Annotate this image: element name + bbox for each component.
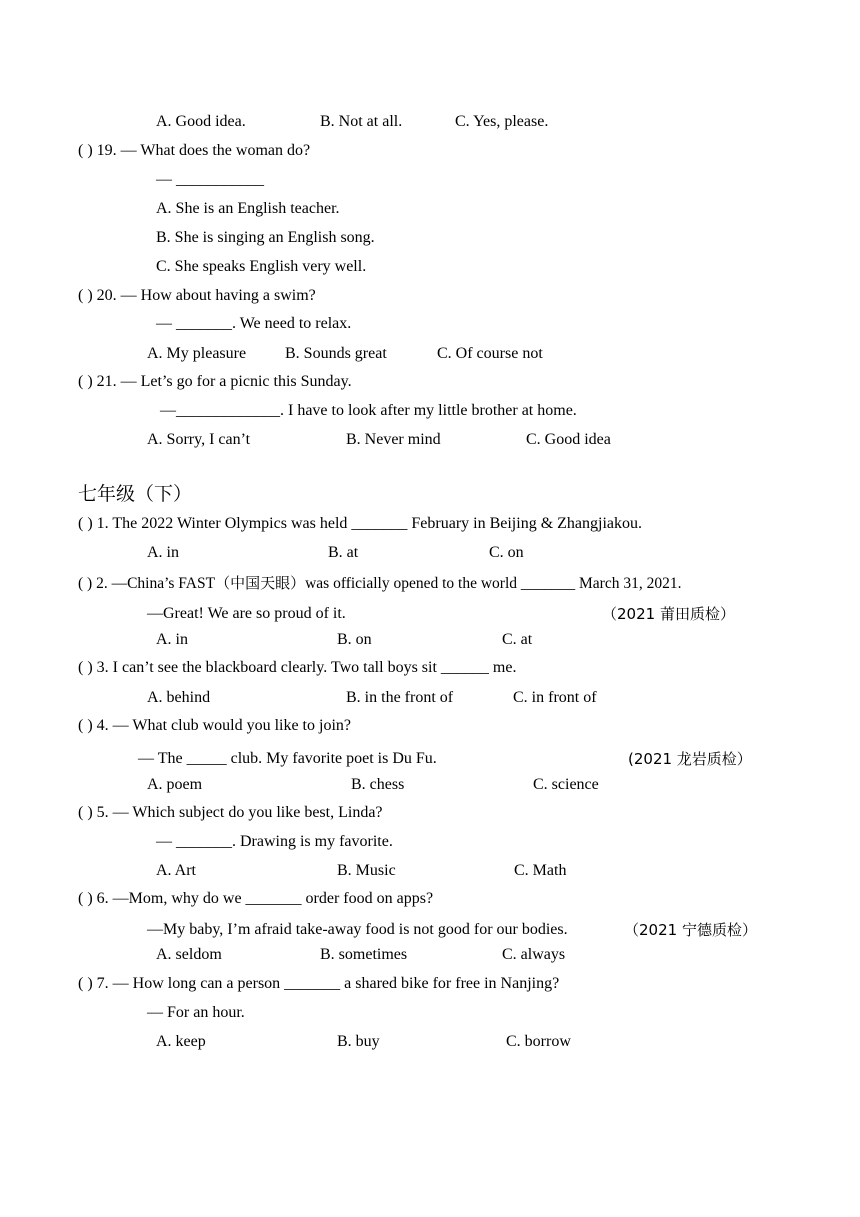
q20-answer: — _______. We need to relax. (156, 315, 352, 332)
q20-option-a: A. My pleasure (147, 345, 247, 362)
g7-q2-option-a: A. in (156, 631, 188, 648)
g7-q5-option-b: B. Music (337, 862, 396, 879)
q21-option-a: A. Sorry, I can’t (147, 431, 251, 448)
g7-q5-option-c: C. Math (514, 862, 567, 879)
g7-q6-option-c: C. always (502, 946, 566, 963)
q20-stem: ( ) 20. — How about having a swim? (78, 287, 316, 304)
q21-option-b: B. Never mind (346, 431, 441, 448)
g7-q4-option-c: C. science (533, 776, 599, 793)
g7-q2-option-c: C. at (502, 631, 533, 648)
q19-stem: ( ) 19. — What does the woman do? (78, 142, 311, 159)
g7-q2-stem-part-b: was officially opened to the world _______ March 31, 2021. (305, 575, 682, 592)
g7-q1-option-c: C. on (489, 544, 524, 561)
g7-q6-answer: —My baby, I’m afraid take-away food is not good for our bodies. (147, 921, 568, 938)
q20-option-c: C. Of course not (437, 345, 543, 362)
g7-q7-option-b: B. buy (337, 1033, 380, 1050)
g7-q6-source (624, 920, 757, 941)
g7-q2-option-b: B. on (337, 631, 372, 648)
g7-q4-stem: ( ) 4. — What club would you like to join? (78, 717, 351, 734)
g7-q2-stem-part-a: ( ) 2. —China’s FAST (78, 575, 216, 592)
q18-option-c: C. Yes, please. (455, 113, 549, 130)
g7-q2-stem-chinese: （中国天眼） (215, 574, 306, 592)
g7-q3-option-a: A. behind (147, 689, 211, 706)
q20-option-b: B. Sounds great (285, 345, 387, 362)
g7-q5-option-a: A. Art (156, 862, 196, 879)
g7-q4-source-text: (2021 龙岩质检） (628, 750, 752, 768)
g7-q6-source-text: （2021 宁德质检） (624, 921, 757, 939)
q18-option-b: B. Not at all. (320, 113, 403, 130)
g7-q6-option-a: A. seldom (156, 946, 222, 963)
q19-option-a: A. She is an English teacher. (156, 200, 340, 217)
q21-option-c: C. Good idea (526, 431, 611, 448)
g7-q1-option-a: A. in (147, 544, 179, 561)
section-title: 七年级（下） (78, 483, 193, 505)
g7-q6-stem: ( ) 6. —Mom, why do we _______ order food on apps? (78, 890, 434, 907)
q19-option-b: B. She is singing an English song. (156, 229, 375, 246)
g7-q5-answer: — _______. Drawing is my favorite. (156, 833, 393, 850)
q18-option-a: A. Good idea. (156, 113, 246, 130)
g7-q7-option-c: C. borrow (506, 1033, 571, 1050)
g7-q4-source (628, 749, 752, 770)
g7-q1-stem: ( ) 1. The 2022 Winter Olympics was held _______ February in Beijing & Zhangjiakou. (78, 515, 643, 532)
g7-q4-option-a: A. poem (147, 776, 203, 793)
g7-q4-option-b: B. chess (351, 776, 405, 793)
g7-q2-source (602, 604, 735, 625)
q19-answer: — ___________ (156, 171, 264, 188)
g7-q3-option-b: B. in the front of (346, 689, 454, 706)
g7-q6-option-b: B. sometimes (320, 946, 408, 963)
g7-q7-stem: ( ) 7. — How long can a person _______ a shared bike for free in Nanjing? (78, 975, 560, 992)
q21-stem: ( ) 21. — Let’s go for a picnic this Sunday. (78, 373, 352, 390)
g7-q2-source-text: （2021 莆田质检） (602, 605, 735, 623)
g7-q4-answer: — The _____ club. My favorite poet is Du Fu. (138, 750, 437, 767)
g7-q7-option-a: A. keep (156, 1033, 206, 1050)
q21-answer: —_____________. I have to look after my little brother at home. (160, 402, 577, 419)
g7-q3-option-c: C. in front of (513, 689, 597, 706)
g7-q7-answer: — For an hour. (147, 1004, 245, 1021)
g7-q2-answer: —Great! We are so proud of it. (147, 605, 346, 622)
q19-option-c: C. She speaks English very well. (156, 258, 367, 275)
g7-q1-option-b: B. at (328, 544, 359, 561)
g7-q3-stem: ( ) 3. I can’t see the blackboard clearly. Two tall boys sit ______ me. (78, 659, 517, 676)
g7-q2-stem (78, 573, 681, 594)
g7-q5-stem: ( ) 5. — Which subject do you like best, Linda? (78, 804, 383, 821)
